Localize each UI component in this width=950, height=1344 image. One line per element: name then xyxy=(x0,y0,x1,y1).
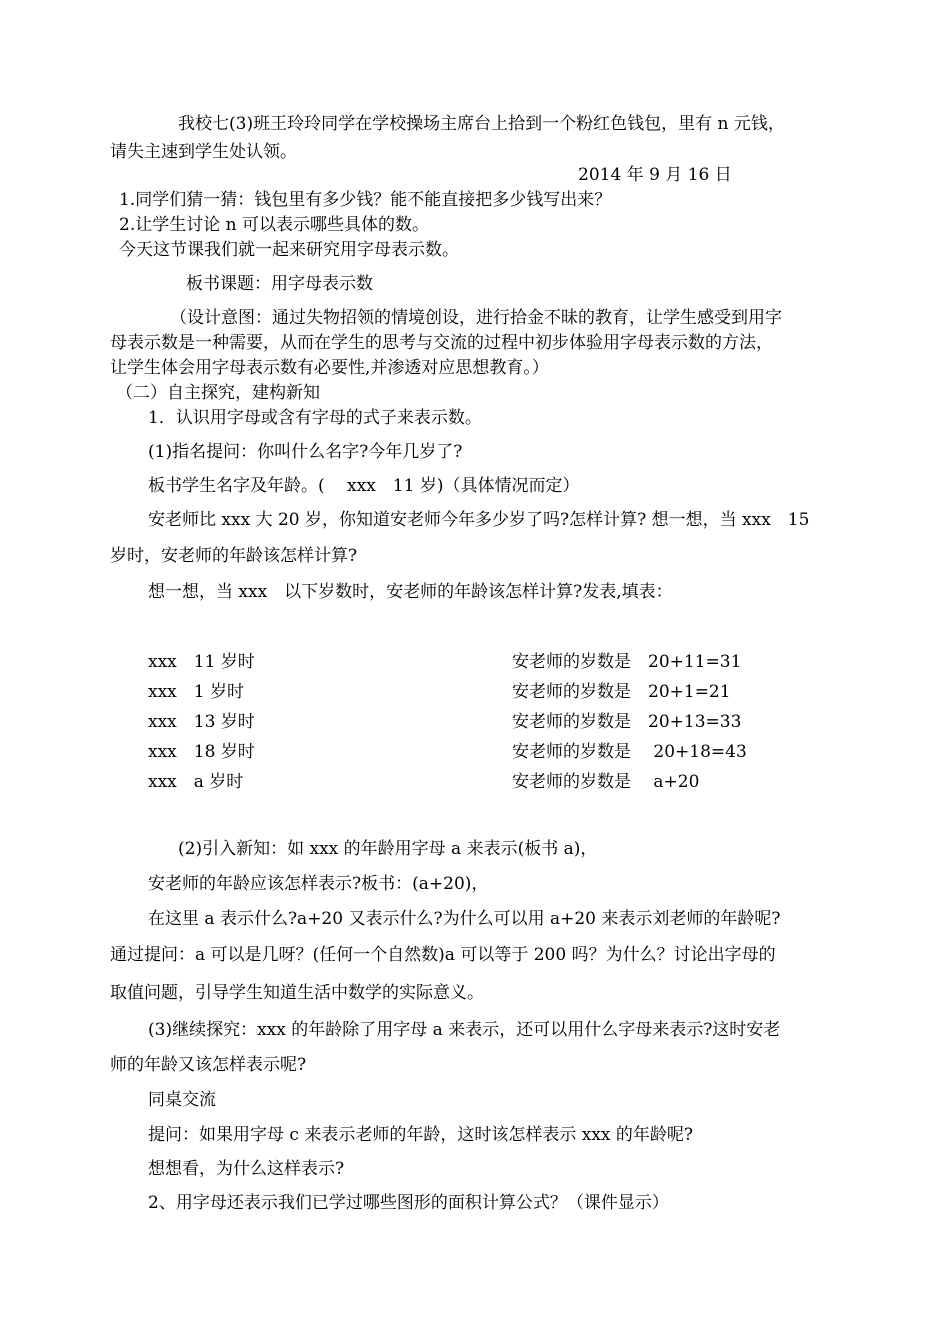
question-1: 1.同学们猜一猜：钱包里有多少钱？能不能直接把多少钱写出来？ xyxy=(119,190,612,210)
age-table-left-cell: xxx 1 岁时 xyxy=(148,682,244,702)
sub-item-3-line-2: 师的年龄又该怎样表示呢? xyxy=(110,1055,307,1075)
board-topic: 板书课题：用字母表示数 xyxy=(186,274,373,294)
age-table-right-cell: 安老师的岁数是 a+20 xyxy=(512,772,700,792)
section-2-item-2: 2、用字母还表示我们已学过哪些图形的面积计算公式？（课件显示） xyxy=(148,1193,669,1213)
how-express-line: 安老师的年龄应该怎样表示?板书：(a+20)， xyxy=(148,874,489,894)
question-2: 2.让学生讨论 n 可以表示哪些具体的数。 xyxy=(119,215,429,235)
notice-line-2: 请失主速到学生处认领。 xyxy=(110,142,297,162)
sub-item-3-line-1: (3)继续探究：xxx 的年龄除了用字母 a 来表示，还可以用什么字母来表示?这时安老 xyxy=(148,1020,781,1040)
age-table-right-cell: 安老师的岁数是 20+18=43 xyxy=(512,742,747,762)
design-intent-line-2: 母表示数是一种需要，从而在学生的思考与交流的过程中初步体验用字母表示数的方法， xyxy=(110,333,773,353)
teacher-age-line-1: 安老师比 xxx 大 20 岁，你知道安老师今年多少岁了吗?怎样计算? 想一想，当 xxx 15 xyxy=(148,510,810,530)
notice-date: 2014 年 9 月 16 日 xyxy=(578,165,732,185)
think-line: 想一想，当 xxx 以下岁数时，安老师的年龄该怎样计算?发表,填表： xyxy=(148,582,673,602)
teacher-age-line-2: 岁时，安老师的年龄该怎样计算? xyxy=(110,546,358,566)
sub-item-1: (1)指名提问：你叫什么名字?今年几岁了? xyxy=(148,442,463,462)
through-line-1: 通过提问：a 可以是几呀？(任何一个自然数)a 可以等于 200 吗？为什么？讨论出字母的 xyxy=(110,945,776,965)
age-table-left-cell: xxx 11 岁时 xyxy=(148,652,255,672)
desk-exchange: 同桌交流 xyxy=(148,1090,216,1110)
notice-line-1: 我校七(3)班王玲玲同学在学校操场主席台上拾到一个粉红色钱包，里有 n 元钱， xyxy=(178,114,785,134)
sub-item-2: (2)引入新知：如 xxx 的年龄用字母 a 来表示(板书 a)， xyxy=(178,839,598,859)
age-table-left-cell: xxx 13 岁时 xyxy=(148,712,255,732)
section-2-item-1: 1．认识用字母或含有字母的式子来表示数。 xyxy=(148,408,482,428)
design-intent-line-3: 让学生体会用字母表示数有必要性,并渗透对应思想教育。） xyxy=(110,358,549,378)
age-table-left-cell: xxx a 岁时 xyxy=(148,772,244,792)
board-student-age: 板书学生名字及年龄。( xxx 11 岁)（具体情况而定） xyxy=(148,476,580,496)
age-table-right-cell: 安老师的岁数是 20+1=21 xyxy=(512,682,731,702)
think-again-line: 想想看，为什么这样表示? xyxy=(148,1159,345,1179)
section-2-heading: （二）自主探究，建构新知 xyxy=(116,383,320,403)
age-table-right-cell: 安老师的岁数是 20+11=31 xyxy=(512,652,742,672)
here-line: 在这里 a 表示什么?a+20 又表示什么?为什么可以用 a+20 来表示刘老师的年龄呢? xyxy=(148,909,781,929)
age-table-right-cell: 安老师的岁数是 20+13=33 xyxy=(512,712,742,732)
through-line-2: 取值问题，引导学生知道生活中数学的实际意义。 xyxy=(110,983,484,1003)
design-intent-line-1: （设计意图：通过失物招领的情境创设，进行拾金不昧的教育，让学生感受到用字 xyxy=(170,308,782,328)
age-table-left-cell: xxx 18 岁时 xyxy=(148,742,255,762)
ask-line: 提问：如果用字母 c 来表示老师的年龄，这时该怎样表示 xxx 的年龄呢? xyxy=(148,1125,694,1145)
today-topic-line: 今天这节课我们就一起来研究用字母表示数。 xyxy=(119,240,459,260)
